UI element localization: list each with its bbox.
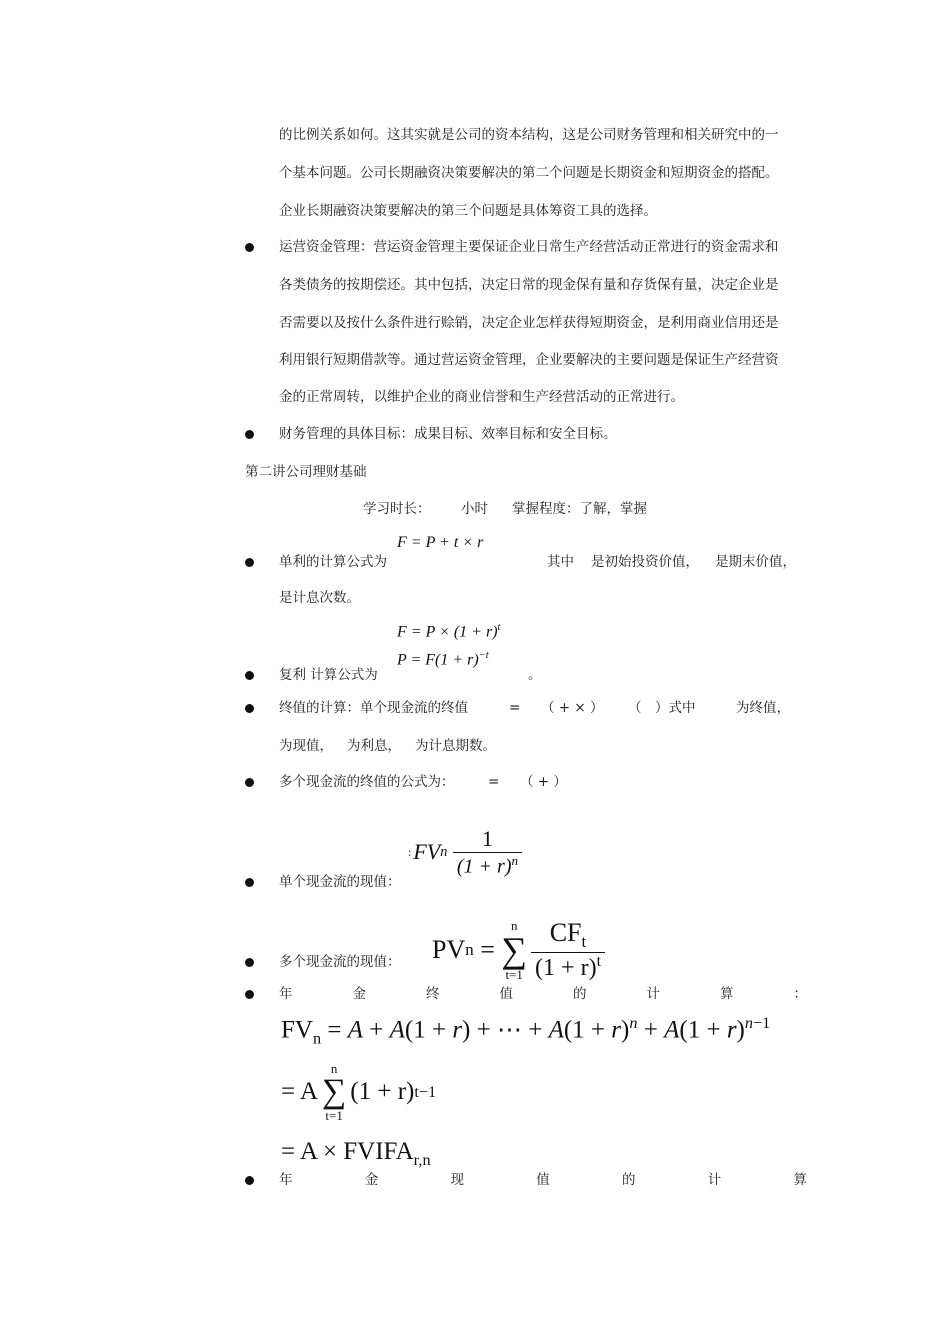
bullet-icon [245,558,254,567]
heading-char: 金 [352,986,366,1002]
fv-n-desc: 为计息期数。 [415,738,496,754]
bullet-icon [245,1176,254,1185]
annuity-fv-formula-3: = $A \times FVIFA_{r,n}$ [281,1138,431,1169]
pv-multi-formula: PV n = n ∑ t=1 $\frac{CF_t}{(1 + r)^t}$ [432,918,605,982]
simple-f-desc: 是期末价值， [715,554,796,570]
mastery-label: 掌握程度：了解，掌握 [512,501,647,517]
paragraph-line: 利用银行短期借款等。通过营运资金管理，企业要解决的主要问题是保证生产经营资 [279,352,779,368]
bullet-icon [245,878,254,887]
compound-end: 。 [528,667,542,683]
paragraph-line: 的比例关系如何。这其实就是公司的资本结构，这是公司财务管理和相关研究中的一 [279,127,779,143]
annuity-fv-heading [279,984,807,1004]
paragraph-line: 企业长期融资决策要解决的第三个问题是具体筹资工具的选择。 [279,203,657,219]
heading-char: 年 [279,1172,293,1188]
hours-label: 小时 [461,501,488,517]
annuity-fv-formula-1: $FV_n = A + A(1 + r)$ + ⋯ + $A(1 + r)^n + A(1 + r)^{n-1}$ [281,1014,771,1048]
bullet-icon [245,704,254,713]
section-title: 第二讲公司理财基础 [245,464,367,480]
fv-pv-desc: 为现值， [279,738,333,754]
fv-is: 为终值， [736,700,790,716]
bullet-icon [245,958,254,967]
multi-fv-label: 多个现金流的终值的公式为： [279,774,455,790]
paragraph-line: 财务管理的具体目标：成果目标、效率目标和安全目标。 [279,426,617,442]
simple-where: 其中 [547,554,574,570]
heading-char: 年 [279,986,293,1002]
heading-char: 计 [646,986,660,1002]
bullet-icon [245,430,254,439]
bullet-icon [245,990,254,999]
heading-char: 的 [573,986,587,1002]
paragraph-line: 金的正常周转，以维护企业的商业信誉和生产经营活动的正常进行。 [279,389,684,405]
bullet-icon [245,778,254,787]
multi-fv-paren: （ + ） [520,774,567,790]
paragraph-line: 否需要以及按什么条件进行赊销，决定企业怎样获得短期资金，是利用商业信用还是 [279,315,779,331]
bullet-icon [245,243,254,252]
heading-char: 算 [793,1172,807,1188]
heading-char: 计 [707,1172,722,1188]
pv-single-formula: : FV n $\frac{1}{(1 + r)^n}$ [408,826,522,879]
pv-multi-label: 多个现金流的现值： [279,954,401,970]
compound-formula-1: $F = P \times (1 + r)^t$ [397,622,501,641]
heading-char: 金 [364,1172,379,1188]
heading-char: 终 [426,986,440,1002]
simple-t-desc: 是计息次数。 [279,590,360,606]
heading-char: 的 [622,1172,636,1188]
fv-equals: = [509,700,521,716]
heading-char: 值 [499,986,513,1002]
simple-p-desc: 是初始投资价值， [591,554,699,570]
heading-char: 算 [720,986,734,1002]
fv-paren: （ + × ） [541,700,604,716]
simple-interest-label: 单利的计算公式为 [279,554,387,570]
annuity-fv-formula-2: = A n ∑ t=1 (1 + r) t−1 [281,1061,437,1123]
multi-fv-equals: = [488,774,500,790]
annuity-pv-heading [279,1170,807,1190]
fv-paren2: （ ）式中 [628,700,696,716]
simple-interest-formula: F = P + t × r [397,534,484,551]
fv-label: 终值的计算：单个现金流的终值 [279,700,468,716]
compound-formula-2: $P = F(1 + r)^{-t}$ [397,650,489,669]
paragraph-line: 运营资金管理：营运资金管理主要保证企业日常生产经营活动正常进行的资金需求和 [279,239,779,255]
paragraph-line: 各类债务的按期偿还。其中包括，决定日常的现金保有量和存货保有量，决定企业是 [279,277,779,293]
compound-label: 复利 计算公式为 [279,667,378,683]
study-time-label: 学习时长： [363,501,431,517]
fv-r-desc: 为利息， [347,738,401,754]
paragraph-line: 个基本问题。公司长期融资决策要解决的第二个问题是长期资金和短期资金的搭配。 [279,165,779,181]
pv-single-label: 单个现金流的现值： [279,874,401,890]
bullet-icon [245,671,254,680]
heading-char: 值 [536,1172,550,1188]
heading-char: 现 [450,1172,464,1188]
heading-char: ： [793,986,807,1002]
